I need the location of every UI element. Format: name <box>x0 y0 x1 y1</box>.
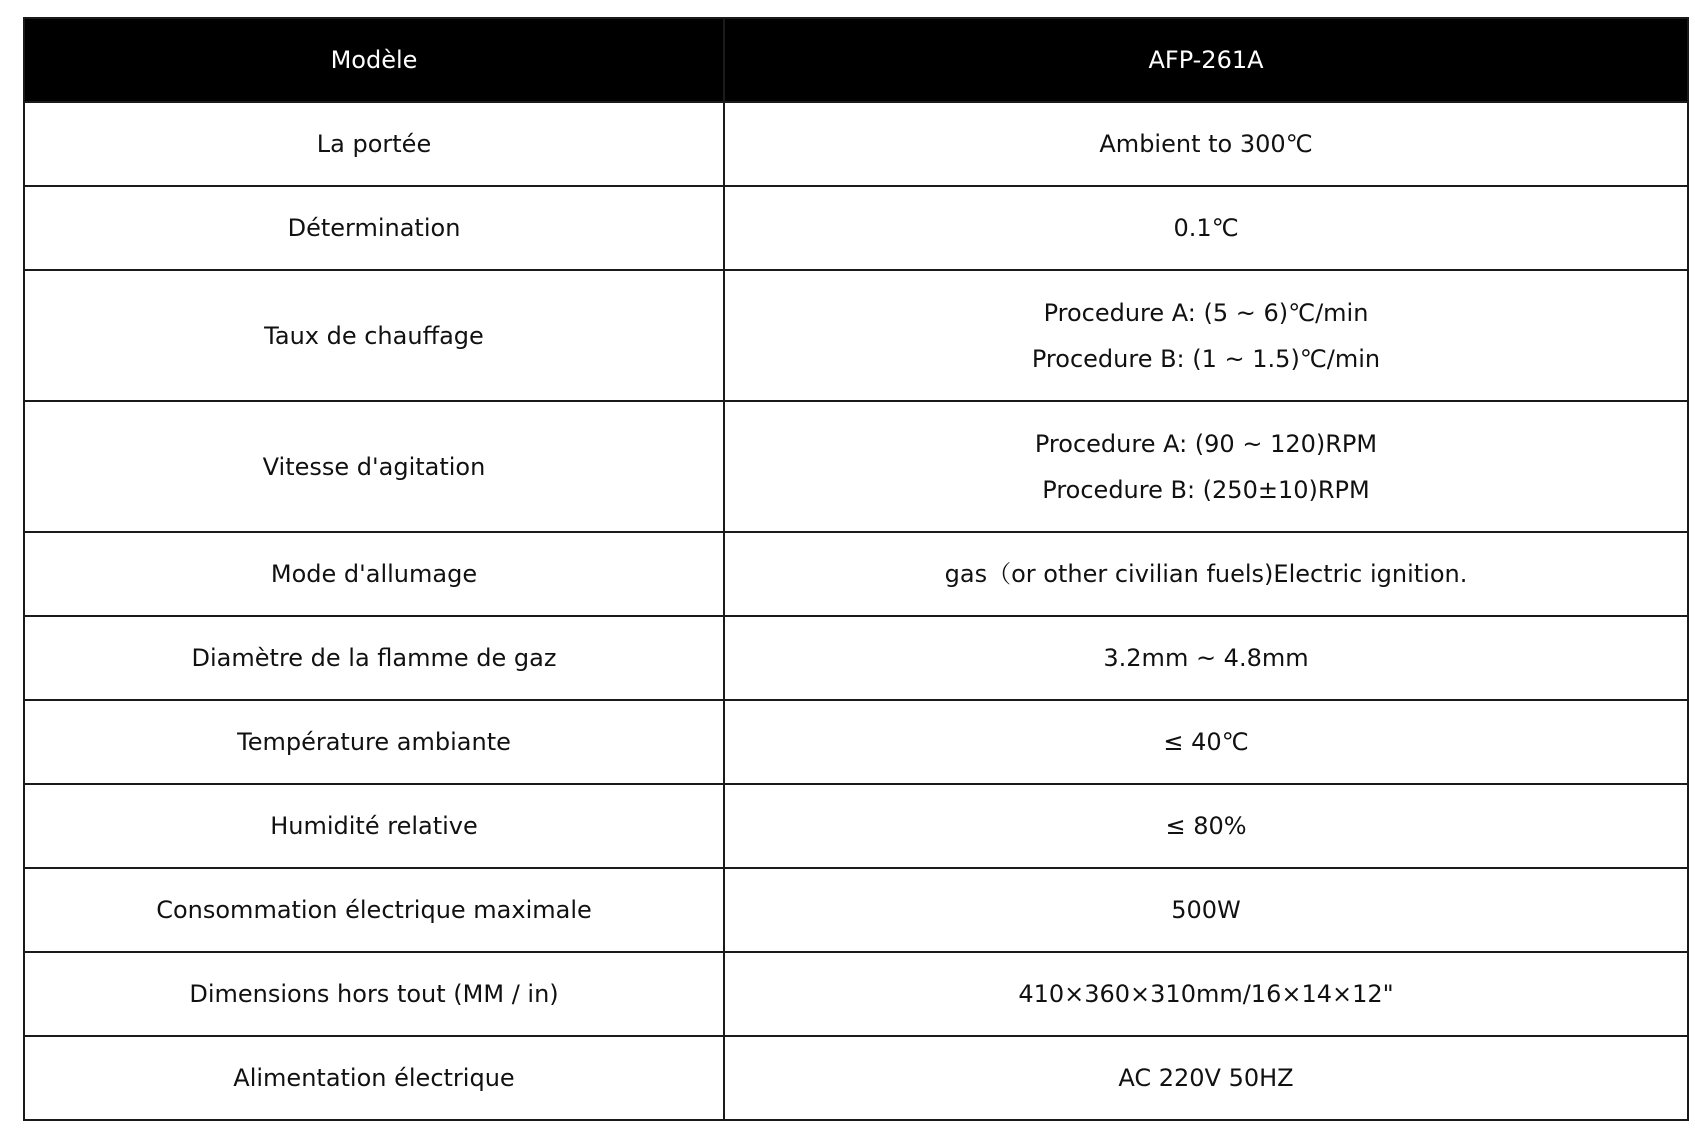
table-row <box>24 700 1688 784</box>
row-value-line: Procedure B: (250±10)RPM <box>1042 475 1370 504</box>
header-value: AFP-261A <box>724 18 1688 102</box>
row-value-line: Procedure A: (90 ~ 120)RPM <box>1034 429 1378 458</box>
row-label: Consommation électrique maximale <box>24 868 724 952</box>
table-row <box>24 784 1688 868</box>
row-label: Taux de chauffage <box>24 270 724 401</box>
row-value <box>724 616 1688 700</box>
row-value-line: Ambient to 300℃ <box>1099 130 1313 158</box>
table-row <box>24 952 1688 1036</box>
row-value-line: 410×360×310mm/16×14×12" <box>1018 980 1394 1008</box>
spec-table <box>23 17 1689 1121</box>
row-label: Détermination <box>24 186 724 270</box>
row-value <box>724 270 1688 401</box>
row-value <box>724 700 1688 784</box>
table-row <box>24 102 1688 186</box>
row-label: Humidité relative <box>24 784 724 868</box>
row-value-line: AC 220V 50HZ <box>1118 1064 1294 1092</box>
row-value-line: Procedure B: (1 ~ 1.5)℃/min <box>1031 344 1381 373</box>
table-row <box>24 270 1688 401</box>
header-row <box>24 18 1688 102</box>
table-row <box>24 1036 1688 1120</box>
row-value-line: ≤ 80% <box>1165 812 1247 840</box>
row-value <box>724 1036 1688 1120</box>
table-row <box>24 186 1688 270</box>
row-label: Mode d'allumage <box>24 532 724 616</box>
row-value-line: 0.1℃ <box>1173 214 1239 242</box>
row-value <box>724 102 1688 186</box>
table-body <box>24 102 1688 1120</box>
row-label: Température ambiante <box>24 700 724 784</box>
row-value-line: Procedure A: (5 ~ 6)℃/min <box>1043 298 1369 327</box>
row-value <box>724 532 1688 616</box>
row-value <box>724 784 1688 868</box>
table-row <box>24 868 1688 952</box>
row-value <box>724 186 1688 270</box>
table-row <box>24 616 1688 700</box>
row-value <box>724 952 1688 1036</box>
row-value <box>724 868 1688 952</box>
row-label: La portée <box>24 102 724 186</box>
table-row <box>24 532 1688 616</box>
header-label: Modèle <box>24 18 724 102</box>
table-row <box>24 401 1688 532</box>
row-value <box>724 401 1688 532</box>
row-value-line: ≤ 40℃ <box>1163 728 1249 756</box>
row-label: Vitesse d'agitation <box>24 401 724 532</box>
row-label: Dimensions hors tout (MM / in) <box>24 952 724 1036</box>
row-value-line: 500W <box>1171 896 1241 924</box>
row-value-line: 3.2mm ~ 4.8mm <box>1103 644 1309 672</box>
row-value-line: gas（or other civilian fuels)Electric ignition. <box>944 560 1468 588</box>
row-label: Alimentation électrique <box>24 1036 724 1120</box>
table-header <box>24 18 1688 102</box>
row-label: Diamètre de la flamme de gaz <box>24 616 724 700</box>
